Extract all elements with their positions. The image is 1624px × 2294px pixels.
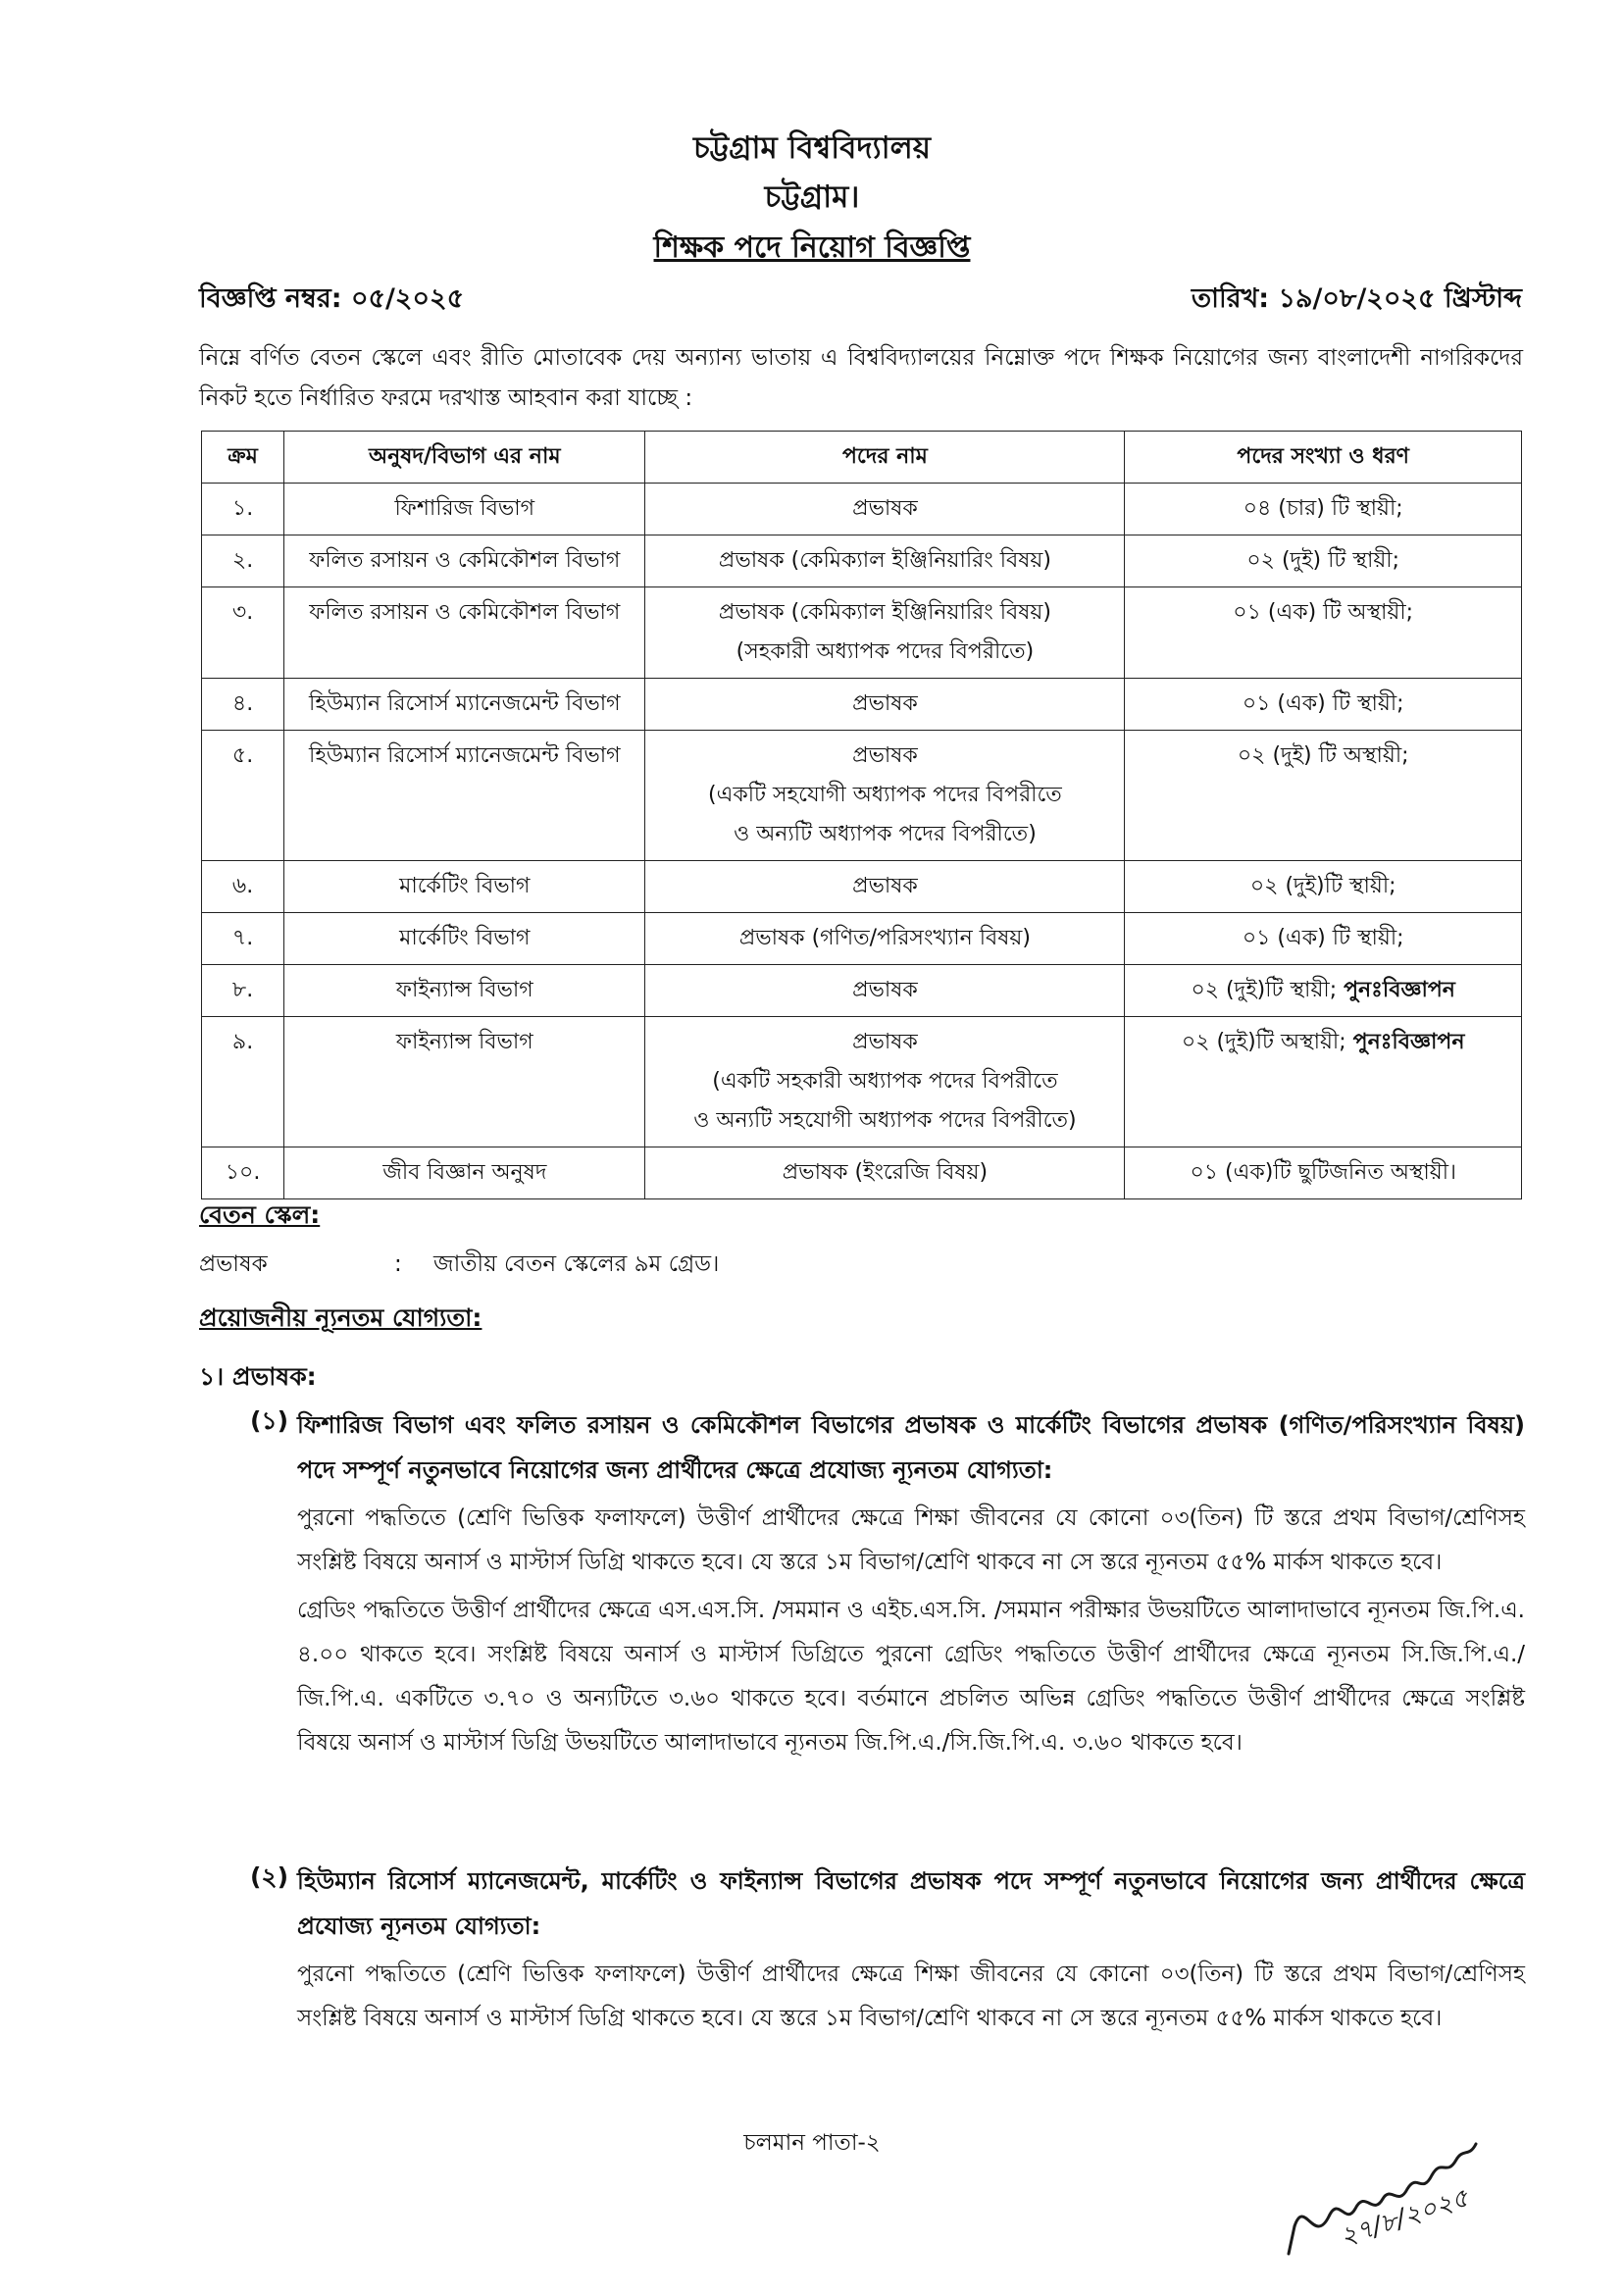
table-row (202, 679, 1522, 731)
table-row (202, 965, 1522, 1017)
cell-count: ০১ (এক) টি স্থায়ী; (1125, 913, 1522, 965)
post-line: প্রভাষক (কেমিক্যাল ইঞ্জিনিয়ারিং বিষয়) (718, 548, 1051, 573)
table-row (202, 731, 1522, 861)
header-department: অনুষদ/বিভাগ এর নাম (284, 432, 645, 484)
cell-post (645, 913, 1125, 965)
cell-count: ০৪ (চার) টি স্থায়ী; (1125, 484, 1522, 535)
post-line: (একটি সহযোগী অধ্যাপক পদের বিপরীতে (708, 783, 1062, 807)
cell-post (645, 1017, 1125, 1147)
cell-serial: ৭. (202, 913, 284, 965)
lecturer-heading: ১। প্রভাষক: (199, 1362, 317, 1391)
table-row (202, 535, 1522, 587)
cell-department: ফিশারিজ বিভাগ (284, 484, 645, 535)
cell-count: ০১ (এক)টি ছুটিজনিত অস্থায়ী। (1125, 1147, 1522, 1199)
cell-serial: ১. (202, 484, 284, 535)
cell-serial: ৬. (202, 861, 284, 913)
salary-value: জাতীয় বেতন স্কেলের ৯ম গ্রেড। (433, 1251, 720, 1277)
post-line: প্রভাষক (852, 874, 918, 898)
salary-colon: : (394, 1251, 402, 1277)
university-name: চট্টগ্রাম বিশ্ববিদ্যালয় (692, 130, 932, 166)
post-line: (একটি সহকারী অধ্যাপক পদের বিপরীতে (712, 1069, 1058, 1094)
cell-department: ফাইন্যান্স বিভাগ (284, 1017, 645, 1147)
cell-post (645, 731, 1125, 861)
post-line: (সহকারী অধ্যাপক পদের বিপরীতে) (736, 639, 1035, 664)
count-text: ০২ (দুই)টি অস্থায়ী; (1181, 1030, 1346, 1054)
cell-count: ০২ (দুই) টি স্থায়ী; (1125, 535, 1522, 587)
cell-serial: ৪. (202, 679, 284, 731)
post-line: প্রভাষক (গণিত/পরিসংখ্যান বিষয়) (738, 926, 1031, 950)
signature-date: ২৭/৮/২০২৫ (1336, 2183, 1473, 2253)
notice-number: বিজ্ঞপ্তি নম্বর: ০৫/২০২৫ (199, 283, 465, 314)
cell-department: ফলিত রসায়ন ও কেমিকৌশল বিভাগ (284, 587, 645, 679)
cell-post (645, 535, 1125, 587)
posts-table (201, 431, 1522, 1199)
section-number: (১) (250, 1406, 289, 1435)
cell-serial: ৩. (202, 587, 284, 679)
section-number: (২) (250, 1862, 289, 1891)
cell-count (1125, 965, 1522, 1017)
cell-serial: ৯. (202, 1017, 284, 1147)
cell-post (645, 861, 1125, 913)
post-line: ও অন্যটি অধ্যাপক পদের বিপরীতে) (734, 822, 1037, 846)
cell-post (645, 679, 1125, 731)
post-line: প্রভাষক (852, 496, 918, 521)
salary-heading: বেতন স্কেল: (199, 1200, 321, 1229)
table-row (202, 1017, 1522, 1147)
table-row (202, 484, 1522, 535)
cell-department: হিউম্যান রিসোর্স ম্যানেজমেন্ট বিভাগ (284, 679, 645, 731)
cell-count: ০২ (দুই)টি স্থায়ী; (1125, 861, 1522, 913)
post-line: প্রভাষক (ইংরেজি বিষয়) (782, 1160, 989, 1185)
section-paragraph: পুরনো পদ্ধতিতে (শ্রেণি ভিত্তিক ফলাফলে) উত্তীর্ণ প্রার্থীদের ক্ষেত্রে শিক্ষা জীবনের যে কোনো ০৩(তিন) টি স্তরে প্রথম বিভাগ/শ্রেণিসহ সংশ্লিষ্ট বিষয়ে অনার্স ও মাস্টার্স ডিগ্রি থাকতে হবে। যে স্তরে ১ম বিভাগ/শ্রেণি থাকবে না সে স্তরে ন্যূনতম ৫৫% মার্কস থাকতে হবে। (297, 1962, 1525, 2031)
intro-paragraph: নিম্নে বর্ণিত বেতন স্কেলে এবং রীতি মোতাবেক দেয় অন্যান্য ভাতায় এ বিশ্ববিদ্যালয়ের নিম্নোক্ত পদে শিক্ষক নিয়োগের জন্য বাংলাদেশী নাগরিকদের নিকট হতে নির্ধারিত ফরমে দরখাস্ত আহবান করা যাচ্ছে : (199, 345, 1523, 411)
notice-title-text: শিক্ষক পদে নিয়োগ বিজ্ঞপ্তি (653, 230, 971, 265)
cell-serial: ১০. (202, 1147, 284, 1199)
qualification-heading: প্রয়োজনীয় ন্যূনতম যোগ্যতা: (199, 1303, 482, 1332)
table-row (202, 1147, 1522, 1199)
count-text: ০২ (দুই)টি স্থায়ী; (1191, 978, 1338, 1002)
cell-count: ০২ (দুই) টি অস্থায়ী; (1125, 731, 1522, 861)
cell-serial: ৮. (202, 965, 284, 1017)
section-heading: ফিশারিজ বিভাগ এবং ফলিত রসায়ন ও কেমিকৌশল বিভাগের প্রভাষক ও মার্কেটিং বিভাগের প্রভাষক (গণিত/পরিসংখ্যান বিষয়) পদে সম্পূর্ণ নতুনভাবে নিয়োগের জন্য প্রার্থীদের ক্ষেত্রে প্রযোজ্য ন্যূনতম যোগ্যতা: (297, 1411, 1525, 1484)
cell-count: ০১ (এক) টি অস্থায়ী; (1125, 587, 1522, 679)
header-post: পদের নাম (645, 432, 1125, 484)
post-line: প্রভাষক (852, 691, 918, 716)
qualification-section-1 (250, 1402, 1525, 1765)
section-paragraph: পুরনো পদ্ধতিতে (শ্রেণি ভিত্তিক ফলাফলে) উত্তীর্ণ প্রার্থীদের ক্ষেত্রে শিক্ষা জীবনের যে কোনো ০৩(তিন) টি স্তরে প্রথম বিভাগ/শ্রেণিসহ সংশ্লিষ্ট বিষয়ে অনার্স ও মাস্টার্স ডিগ্রি থাকতে হবে। যে স্তরে ১ম বিভাগ/শ্রেণি থাকবে না সে স্তরে ন্যূনতম ৫৫% মার্কস থাকতে হবে। (297, 1505, 1525, 1575)
cell-department: হিউম্যান রিসোর্স ম্যানেজমেন্ট বিভাগ (284, 731, 645, 861)
header-count: পদের সংখ্যা ও ধরণ (1125, 432, 1522, 484)
table-row (202, 587, 1522, 679)
cell-post (645, 965, 1125, 1017)
cell-department: মার্কেটিং বিভাগ (284, 913, 645, 965)
cell-post (645, 484, 1125, 535)
notice-date: তারিখ: ১৯/০৮/২০২৫ খ্রিস্টাব্দ (1191, 283, 1522, 314)
cell-post (645, 587, 1125, 679)
table-row (202, 861, 1522, 913)
readvertisement-note: পুনঃবিজ্ঞাপন (1352, 1030, 1465, 1054)
notice-title (0, 226, 1624, 270)
cell-count: ০১ (এক) টি স্থায়ী; (1125, 679, 1522, 731)
header-serial: ক্রম (202, 432, 284, 484)
cell-serial: ৫. (202, 731, 284, 861)
section-paragraph: গ্রেডিং পদ্ধতিতে উত্তীর্ণ প্রার্থীদের ক্ষেত্রে এস.এস.সি. /সমমান ও এইচ.এস.সি. /সমমান পরীক্ষার উভয়টিতে আলাদাভাবে ন্যূনতম জি.পি.এ. ৪.০০ থাকতে হবে। সংশ্লিষ্ট বিষয়ে অনার্স ও মাস্টার্স ডিগ্রিতে পুরনো গ্রেডিং পদ্ধতিতে উত্তীর্ণ প্রার্থীদের ক্ষেত্রে ন্যূনতম সি.জি.পি.এ./জি.পি.এ. একটিতে ৩.৭০ ও অন্যটিতে ৩.৬০ থাকতে হবে। বর্তমানে প্রচলিত অভিন্ন গ্রেডিং পদ্ধতিতে উত্তীর্ণ প্রার্থীদের ক্ষেত্রে সংশ্লিষ্ট বিষয়ে অনার্স ও মাস্টার্স ডিগ্রি উভয়টিতে আলাদাভাবে ন্যূনতম জি.পি.এ./সি.জি.পি.এ. ৩.৬০ থাকতে হবে। (297, 1598, 1525, 1756)
post-line: প্রভাষক (852, 743, 918, 768)
readvertisement-note: পুনঃবিজ্ঞাপন (1344, 978, 1455, 1002)
signature-image (1275, 2079, 1530, 2266)
post-line: ও অন্যটি সহযোগী অধ্যাপক পদের বিপরীতে) (693, 1108, 1077, 1133)
post-line: প্রভাষক (কেমিক্যাল ইঞ্জিনিয়ারিং বিষয়) (718, 600, 1051, 625)
cell-department: মার্কেটিং বিভাগ (284, 861, 645, 913)
cell-department: ফলিত রসায়ন ও কেমিকৌশল বিভাগ (284, 535, 645, 587)
cell-count (1125, 1017, 1522, 1147)
city-name: চট্টগ্রাম। (764, 179, 860, 215)
section-heading: হিউম্যান রিসোর্স ম্যানেজমেন্ট, মার্কেটিং ও ফাইন্যান্স বিভাগের প্রভাষক পদে সম্পূর্ণ নতুনভাবে নিয়োগের জন্য প্রার্থীদের ক্ষেত্রে প্রযোজ্য ন্যূনতম যোগ্যতা: (297, 1867, 1525, 1940)
qualification-section-2 (250, 1859, 1525, 2041)
cell-department: ফাইন্যান্স বিভাগ (284, 965, 645, 1017)
cell-post (645, 1147, 1125, 1199)
cell-serial: ২. (202, 535, 284, 587)
table-row (202, 913, 1522, 965)
continued-page-note: চলমান পাতা-২ (743, 2130, 881, 2156)
salary-label: প্রভাষক (199, 1251, 268, 1277)
post-line: প্রভাষক (852, 1030, 918, 1054)
cell-department: জীব বিজ্ঞান অনুষদ (284, 1147, 645, 1199)
table-header-row (202, 432, 1522, 484)
post-line: প্রভাষক (852, 978, 918, 1002)
